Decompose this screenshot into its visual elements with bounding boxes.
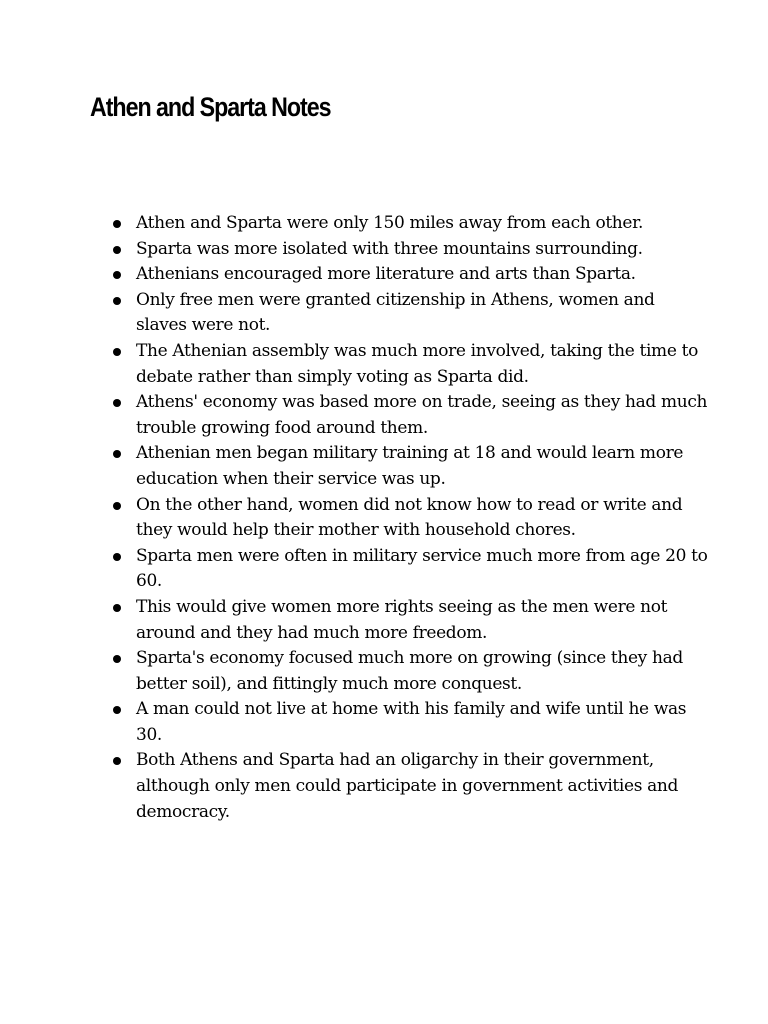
note-text: Both Athens and Sparta had an oligarchy in their government, although only men could participate in government activities and democracy. [136, 750, 679, 822]
list-item [110, 211, 710, 237]
bullet-icon [113, 553, 121, 561]
list-item [110, 595, 710, 646]
note-text: Athenians encouraged more literature and arts than Sparta. [136, 264, 636, 285]
note-text: Sparta men were often in military service much more from age 20 to 60. [136, 545, 708, 592]
note-text: Sparta was more isolated with three mountains surrounding. [136, 238, 643, 259]
bullet-icon [113, 655, 121, 663]
bullet-icon [113, 220, 121, 228]
note-text: Athenian men began military training at 18 and would learn more education when their service was up. [136, 443, 684, 489]
list-item [110, 493, 710, 544]
bullet-icon [113, 246, 121, 254]
notes-list [110, 211, 710, 825]
bullet-icon [113, 450, 121, 458]
bullet-icon [113, 706, 121, 714]
list-item [110, 262, 710, 288]
note-text: Athens' economy was based more on trade, seeing as they had much trouble growing food around them. [136, 392, 708, 438]
note-text: A man could not live at home with his family and wife until he was 30. [136, 699, 687, 745]
list-item [110, 237, 710, 263]
list-item [110, 544, 710, 595]
note-text: Athen and Sparta were only 150 miles away from each other. [136, 213, 644, 233]
list-item [110, 748, 710, 825]
bullet-icon [113, 348, 121, 356]
list-item [110, 339, 710, 390]
note-text: This would give women more rights seeing as the men were not around and they had much more freedom. [136, 596, 668, 643]
bullet-icon [113, 271, 121, 279]
bullet-icon [113, 757, 121, 765]
list-item [110, 390, 710, 441]
list-item [110, 441, 710, 492]
list-item [110, 288, 710, 339]
list-item [110, 697, 710, 748]
bullet-icon [113, 604, 121, 612]
note-text: Only free men were granted citizenship in Athens, women and slaves were not. [136, 289, 655, 336]
page-title: Athen and Sparta Notes [90, 92, 331, 122]
note-text: The Athenian assembly was much more involved, taking the time to debate rather than simply voting as Sparta did. [136, 340, 698, 387]
note-text: On the other hand, women did not know how to read or write and they would help their mother with household chores. [136, 494, 683, 541]
list-item [110, 646, 710, 697]
note-text: Sparta's economy focused much more on growing (since they had better soil), and fittingly much more conquest. [136, 648, 683, 694]
bullet-icon [113, 502, 121, 510]
bullet-icon [113, 399, 121, 407]
bullet-icon [113, 297, 121, 305]
